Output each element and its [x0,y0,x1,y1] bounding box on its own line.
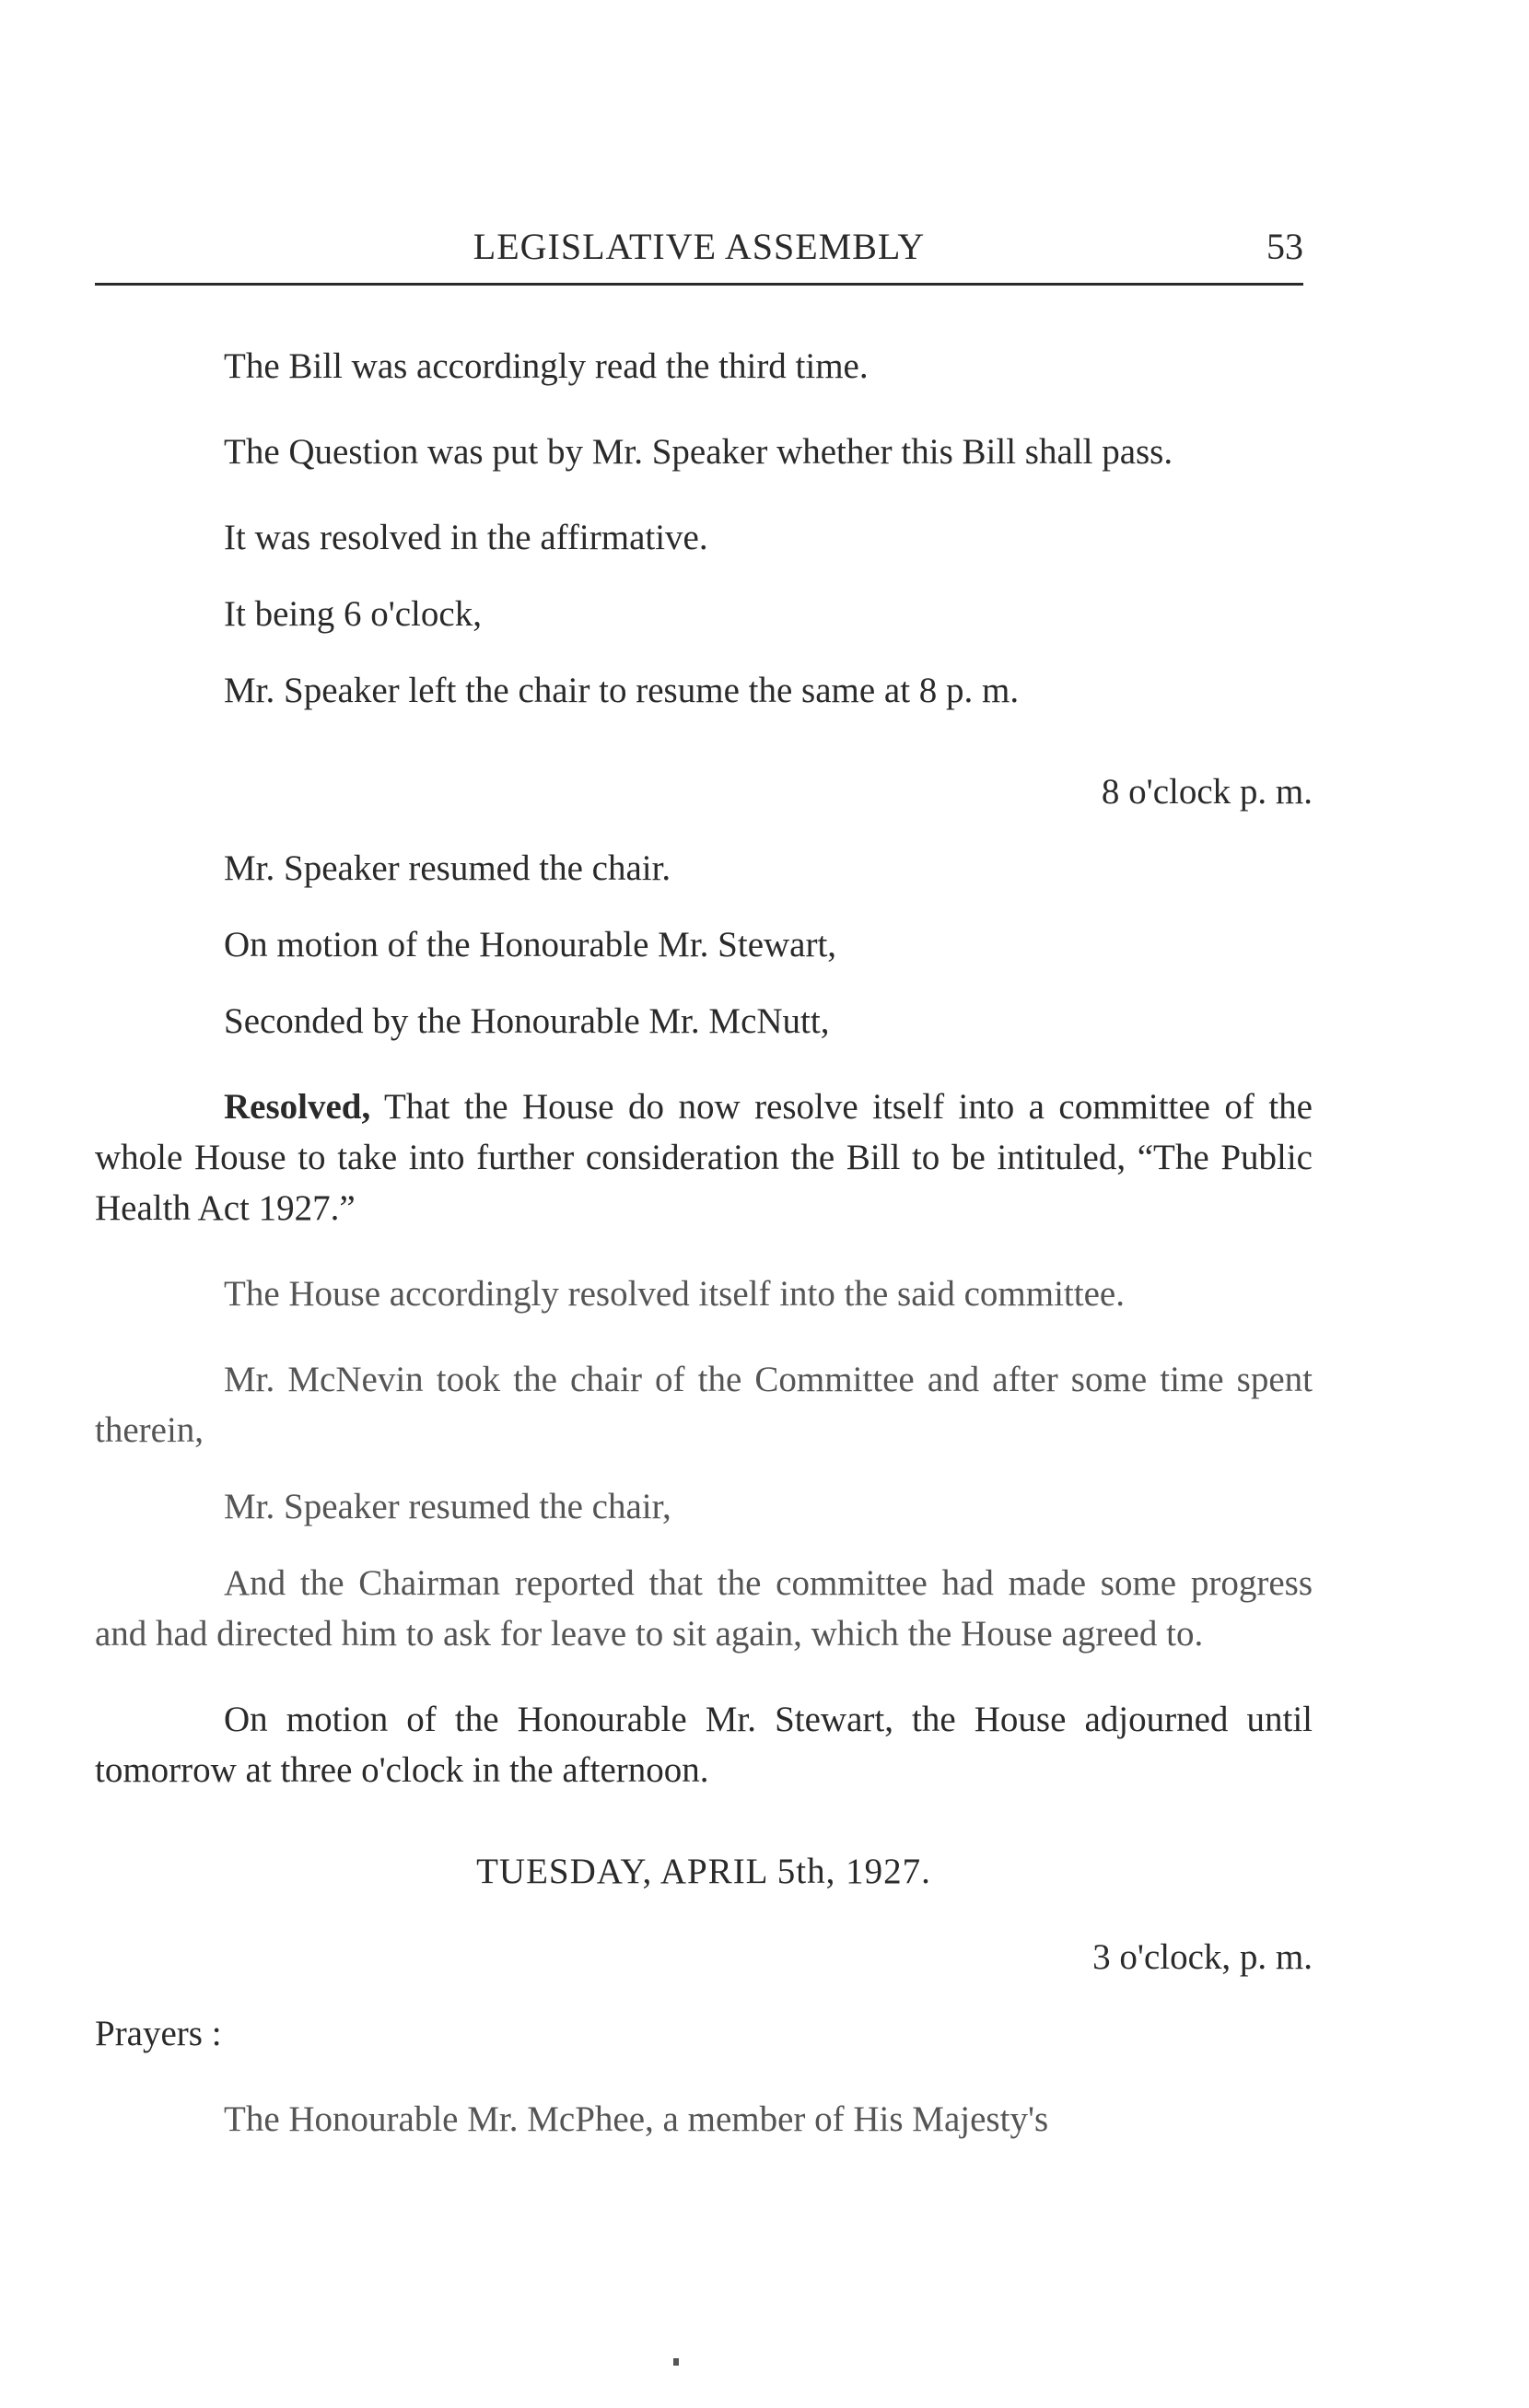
date-heading: TUESDAY, APRIL 5th, 1927. [476,1852,931,1891]
paragraph-resolved-committee [95,1081,1313,1233]
paragraph-mcphee: The Honourable Mr. McPhee, a member of His Majesty's [224,2099,1049,2139]
running-title: LEGISLATIVE ASSEMBLY [473,226,926,267]
paragraph-mcnevin-chair: Mr. McNevin took the chair of the Committee and after some time spent therein, [95,1360,1313,1450]
resolved-text: That the House do now resolve itself into a committee of the whole House to take into further consideration the Bill to be intituled, “The Public Health Act 1927.” [95,1087,1313,1228]
paragraph-speaker-resumed: Mr. Speaker resumed the chair. [224,848,671,888]
page-header [95,219,1303,284]
paragraph-house-resolved: The House accordingly resolved itself into the said committee. [224,1274,1125,1314]
paragraph-seconded-mcnutt: Seconded by the Honourable Mr. McNutt, [224,1001,830,1041]
paragraph-six-oclock: It being 6 o'clock, [224,594,482,634]
resolved-keyword: Resolved, [224,1087,371,1127]
paragraph-question-put: The Question was put by Mr. Speaker whether this Bill shall pass. [224,432,1173,472]
time-eight-pm: 8 o'clock p. m. [1101,772,1313,812]
prayers-label: Prayers : [95,2014,222,2053]
paragraph-speaker-left: Mr. Speaker left the chair to resume the same at 8 p. m. [224,671,1020,710]
paragraph-motion-stewart: On motion of the Honourable Mr. Stewart, [224,925,837,964]
header-rule [95,283,1303,286]
paragraph-speaker-resumed-2: Mr. Speaker resumed the chair, [224,1487,671,1526]
paragraph-resolved-affirmative: It was resolved in the affirmative. [224,518,708,557]
paragraph-adjourned: On motion of the Honourable Mr. Stewart, the House adjourned until tomorrow at three o'clock in the afternoon. [95,1700,1313,1790]
time-three-pm: 3 o'clock, p. m. [1092,1937,1313,1977]
paragraph-third-reading: The Bill was accordingly read the third time. [224,346,869,386]
print-mark [673,2358,679,2366]
paragraph-chairman-reported: And the Chairman reported that the committee had made some progress and had directed him to ask for leave to sit again, which the House agreed to. [95,1563,1313,1654]
journal-body [95,341,1313,2145]
page-number: 53 [1266,226,1303,267]
